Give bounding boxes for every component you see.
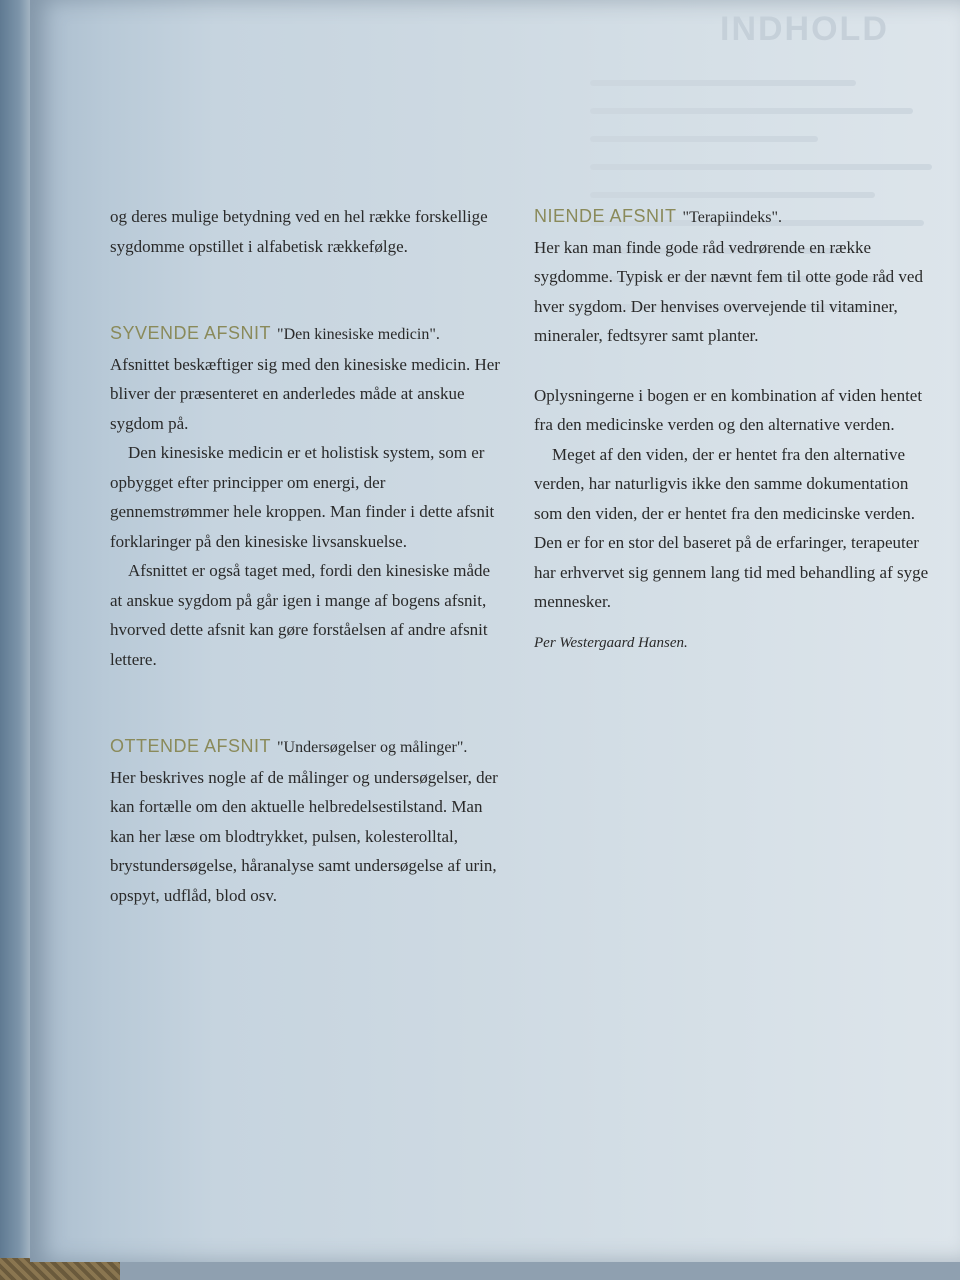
section-8-label: OTTENDE AFSNIT [110, 736, 272, 756]
info-paragraph-2: Meget af den viden, der er hentet fra den alternative verden, har naturligvis ikke den samme dokumentation som den viden, der er hentet fra den medicinske verden. Den er for en stor del baseret på de erfaringer, terapeuter har erhvervet sig gennem lang tid med behandling af syge mennesker. [534, 444, 929, 611]
info-paragraph-1: Oplysningerne i bogen er en kombination af viden hentet fra den medicinske verden og den alternative verden. [534, 385, 923, 434]
section-7-paragraph-1: Afsnittet beskæftiger sig med den kinesiske medicin. Her bliver der præsenteret en anderledes måde at anskue sygdom på. [110, 354, 500, 433]
section-8-title: "Undersøgelser og målinger". [277, 739, 468, 756]
intro-paragraph: og deres mulige betydning ved en hel række forskellige sygdomme opstillet i alfabetisk rækkefølge. [110, 207, 488, 256]
show-through-header: INDHOLD [720, 10, 889, 48]
section-9-label: NIENDE AFSNIT [534, 206, 677, 226]
book-spine-shadow [0, 0, 32, 1280]
section-8-heading [110, 732, 505, 763]
left-column [110, 202, 505, 910]
section-9-title: "Terapiindeks". [682, 209, 782, 226]
section-9-heading [534, 202, 934, 233]
right-column [534, 202, 934, 658]
section-9-paragraph-1: Her kan man finde gode råd vedrørende en række sygdomme. Typisk er der nævnt fem til otte gode råd ved hver sygdom. Der henvises overvejende til vitaminer, mineraler, fedtsyrer samt planter. [534, 237, 923, 345]
section-7-title: "Den kinesiske medicin". [277, 326, 440, 343]
section-7-paragraph-2: Den kinesiske medicin er et holistisk system, som er opbygget efter principper om energi, der gennemstrømmer hele kroppen. Man finder i dette afsnit forklaringer på den kinesiske livsanskuelse. [110, 443, 495, 551]
author-signature: Per Westergaard Hansen. [534, 634, 688, 651]
section-8-paragraph-1: Her beskrives nogle af de målinger og undersøgelser, der kan fortælle om den aktuelle helbredelsestilstand. Man kan her læse om blodtrykket, pulsen, kolesterolltal, brystundersøgelse, håranalyse samt undersøgelse af urin, opspyt, udflåd, blod osv. [110, 767, 498, 905]
section-7-label: SYVENDE AFSNIT [110, 323, 272, 343]
section-7-paragraph-3: Afsnittet er også taget med, fordi den kinesiske måde at anskue sygdom på går igen i mange af bogens afsnit, hvorved dette afsnit kan gøre forståelsen af andre afsnit lettere. [110, 561, 491, 669]
section-7-heading [110, 319, 505, 350]
